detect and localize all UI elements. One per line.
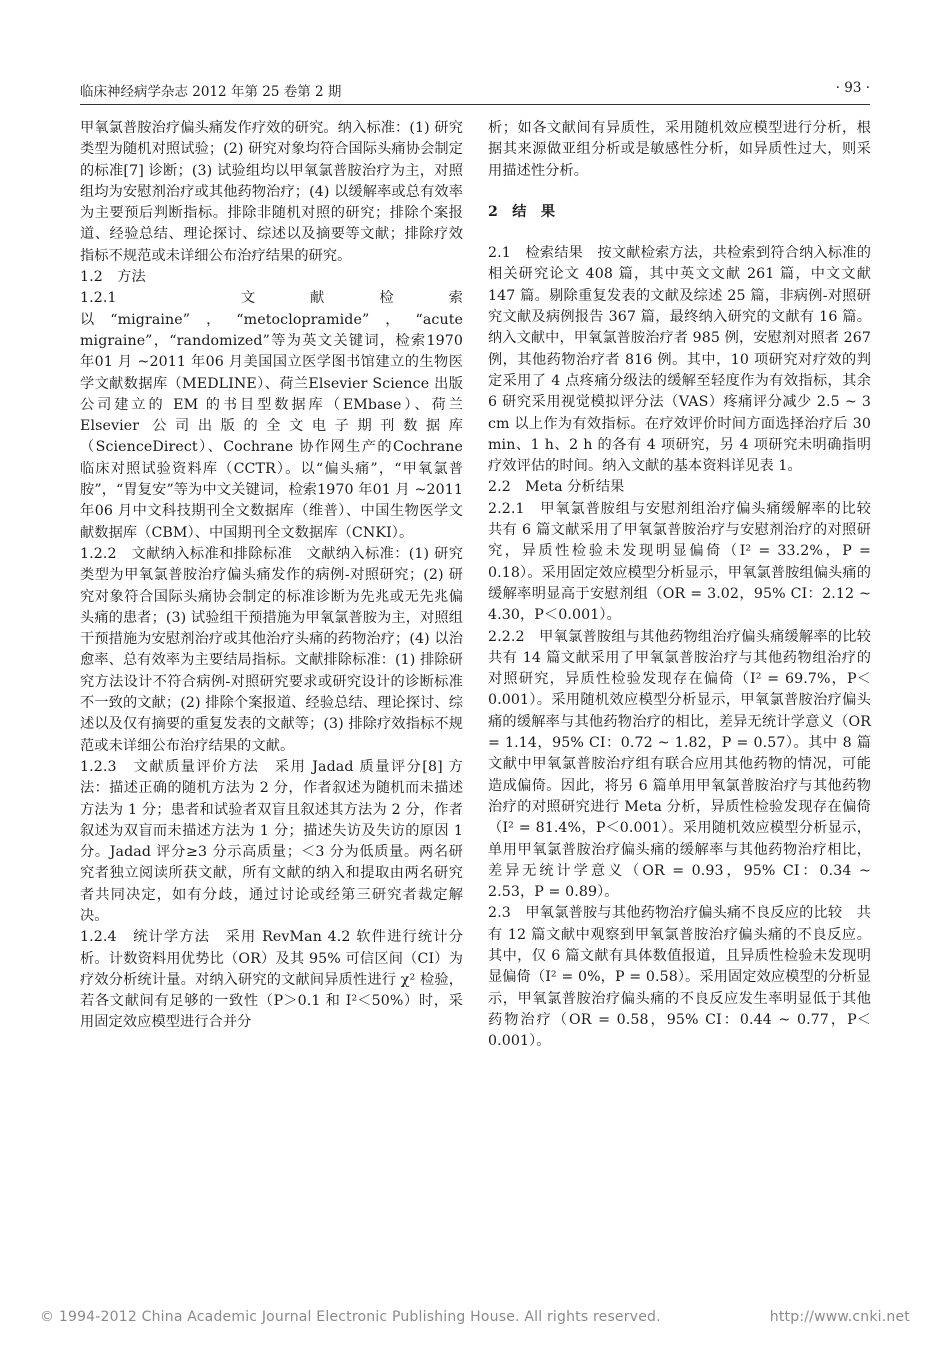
right-column — [488, 118, 886, 1052]
paragraph: 2.2.2 甲氧氯普胺组与其他药物组治疗偏头痛缓解率的比较 共有 14 篇文献采用了甲氧氯普胺治疗与其他药物组治疗的对照研究，异质性检验发现存在偏倚（I² = 69.7%，P＜0.001）。采用随机效应模型分析显示，甲氧氯普胺治疗偏头痛的缓解率与其他药物治疗的相比，差异无统计学意义（OR = 1.14，95% CI：0.72 ~ 1.82，P = 0.57）。其中 8 篇文献中甲氧氯普胺治疗组有联合应用其他药物的情况，可能造成偏倚。因此，将另 6 篇单用甲氧氯普胺治疗与其他药物治疗的对照研究进行 Meta 分析，异质性检验发现存在偏倚（I² = 81.4%，P＜0.001）。采用随机效应模型分析显示，单用甲氧氯普胺治疗偏头痛的缓解率与其他药物治疗相比，差异无统计学意义（OR = 0.93，95% CI：0.34 ~ 2.53，P = 0.89）。 — [488, 628, 886, 901]
left-column — [80, 118, 478, 1034]
section-heading: 2.2 Meta 分析结果 — [488, 479, 625, 496]
paragraph: 1.2.2 文献纳入标准和排除标准 文献纳入标准：(1) 研究类型为甲氧氯普胺治疗偏头痛发作的病例-对照研究；(2) 研究对象符合国际头痛协会制定的标准诊断为先兆或无先兆偏头痛的患者；(3) 试验组干预措施为甲氧氯普胺为主，对照组干预措施为安慰剂治疗或其他治疗头痛的药物治疗；(4) 以治愈率、总有效率为主要结局指标。文献排除标准：(1) 排除研究方法设计不符合病例-对照研究要求或研究设计的诊断标准不一致的文献；(2) 排除个案报道、经验总结、理论探讨、综述以及仅有摘要的重复发表的文献等；(3) 排除疗效指标不规范或未详细公布治疗结果的文献。 — [80, 545, 463, 754]
paragraph: 1.2.1 文献检索 以“migraine”，“metoclopramide”，“acute migraine”，“randomized”等为英文关键词，检索1970 年01 月 ~2011 年06 月美国国立医学图书馆建立的生物医学文献数据库（MEDLINE）、荷兰Elsevier Science 出版公司建立的 EM 的书目型数据库（EMbase）、荷兰 Elsevier 公司出版的全文电子期刊数据库（ScienceDirect）、Cochrane 协作网生产的Cochrane 临床对照试验资料库（CCTR）。以“偏头痛”，“甲氧氯普胺”，“胃复安”等为中文关键词，检索1970 年01 月 ~2011 年06 月中文科技期刊全文数据库（维普）、中国生物医学文献数据库（CBM）、中国期刊全文数据库（CNKI）。 — [80, 290, 478, 541]
section-heading: 1.2 方法 — [80, 269, 146, 286]
paragraph: 1.2.3 文献质量评价方法 采用 Jadad 质量评分[8] 方法：描述正确的随机方法为 2 分，作者叙述为随机而未描述方法为 1 分；患者和试验者双盲且叙述其方法为 2 分，作者叙述为双盲而未描述方法为 1 分；描述失访及失访的原因 1 分。Jadad 评分≥3 分示高质量；＜3 分为低质量。两名研究者独立阅读所获文献，所有文献的纳入和提取由两名研究者共同决定，如有分歧，通过讨论或经第三研究者裁定解决。 — [80, 758, 464, 924]
paragraph: 甲氧氯普胺治疗偏头痛发作疗效的研究。纳入标准：(1) 研究类型为随机对照试验；(2) 研究对象均符合国际头痛协会制定的标准[7] 诊断；(3) 试验组均以甲氧氯普胺治疗为主，对照组均为安慰剂治疗或其他药物治疗；(4) 以缓解率或总有效率为主要预后判断指标。排除非随机对照的研究；排除个案报道、经验总结、理论探讨、综述以及摘要等文献；排除疗效指标不规范或未详细公布治疗结果的研究。 — [80, 120, 463, 264]
paragraph: 2.3 甲氧氯普胺与其他药物治疗偏头痛不良反应的比较 共有 12 篇文献中观察到甲氧氯普胺治疗偏头痛的不良反应。其中，仅 6 篇文献有具体数值报道，且异质性检验未发现明显偏倚（I² = 0%，P = 0.58）。采用固定效应模型的分析显示，甲氧氯普胺治疗偏头痛的不良反应发生率明显低于其他药物治疗（OR = 0.58，95% CI：0.44 ~ 0.77，P＜0.001）。 — [488, 905, 871, 1050]
paragraph: 析；如各文献间有异质性，采用随机效应模型进行分析，根据其来源做亚组分析或是敏感性分析，如异质性过大，则采用描述性分析。 — [488, 120, 871, 179]
publisher-link[interactable]: http://www.cnki.net — [769, 1309, 910, 1325]
copyright-text: © 1994-2012 China Academic Journal Electronic Publishing House. All rights reserved. — [40, 1309, 661, 1325]
header-rule — [80, 104, 870, 105]
paragraph: 2.2.1 甲氧氯普胺组与安慰剂组治疗偏头痛缓解率的比较 共有 6 篇文献采用了甲氧氯普胺治疗与安慰剂治疗的对照研究，异质性检验未发现明显偏倚（I² = 33.2%，P = 0.18）。采用固定效应模型分析显示，甲氧氯普胺组偏头痛的缓解率明显高于安慰剂组（OR = 3.02，95% CI：2.12 ~ 4.30，P＜0.001）。 — [488, 500, 886, 624]
paragraph: 2.1 检索结果 按文献检索方法，共检索到符合纳入标准的相关研究论文 408 篇，其中英文文献 261 篇，中文文献 147 篇。剔除重复发表的文献及综述 25 篇，非病例-对照研究文献及病例报告 367 篇，最终纳入研究的文献有 16 篇。纳入文献中，甲氧氯普胺治疗者 985 例，安慰剂对照者 267 例，其他药物治疗者 816 例。其中，10 项研究对疗效的判定采用了 4 点疼痛分级法的缓解至轻度作为有效指标，其余 6 研究采用视觉模拟评分法（VAS）疼痛评分减少 2.5 ~ 3 cm 以上作为有效指标。在疗效评价时间方面选择治疗后 30 min、1 h、2 h 的各有 4 项研究，另 4 项研究未明确指明疗效评估的时间。纳入文献的基本资料详见表 1。 — [488, 245, 871, 475]
journal-title: 临床神经病学杂志 2012 年第 25 卷第 2 期 — [80, 84, 342, 100]
paragraph: 1.2.4 统计学方法 采用 RevMan 4.2 软件进行统计分析。计数资料用优势比（OR）及其 95% 可信区间（CI）为疗效分析统计量。对纳入研究的文献间异质性进行 χ² 检验，若各文献间有足够的一致性（P＞0.1 和 I²＜50%）时，采用固定效应模型进行合并分 — [80, 929, 463, 1031]
section-heading: 2 结 果 — [488, 203, 556, 220]
running-header — [80, 80, 870, 106]
page-number: · 93 · — [835, 80, 870, 96]
